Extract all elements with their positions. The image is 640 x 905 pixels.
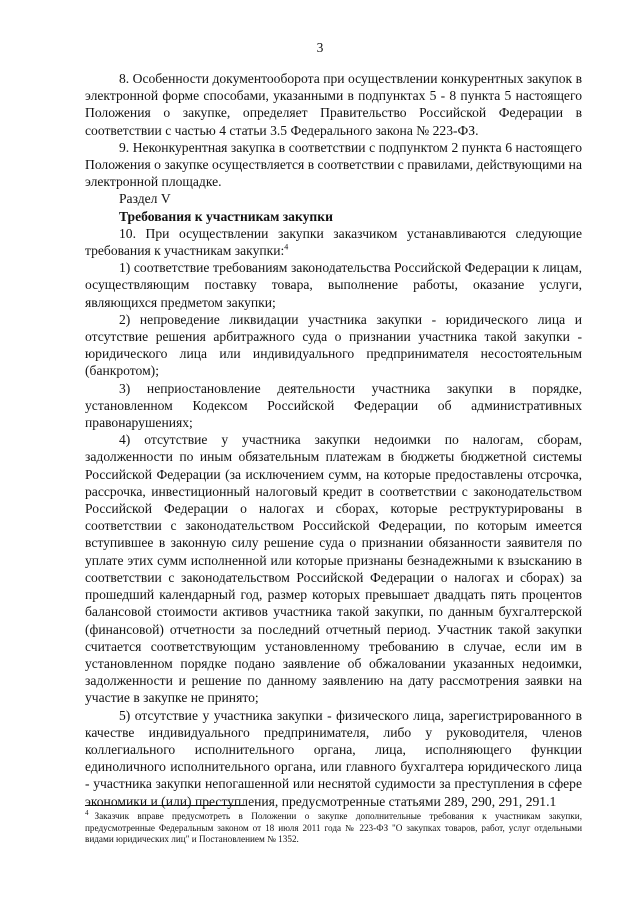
footnote-divider [85,805,245,806]
list-item: 5) отсутствие у участника закупки - физического лица, зарегистрированного в качестве индивидуального предпринимателя, либо у руководителя, членов коллегиального исполнительного органа, лица, исполняющего функции единоличного исполнительного органа, или главного бухгалтера юридического лица - участника закупки непогашенной или неснятой судимости за преступления в сфере экономики и (или) преступления, предусмотренные статьями 289, 290, 291, 291.1 [85,707,582,809]
paragraph-9: 9. Неконкурентная закупка в соответствии с подпунктом 2 пункта 6 настоящего Положения о закупке осуществляется в соответствии с правилами, действующими на электронной площадке. [85,139,582,190]
list-item: 3) неприостановление деятельности участника закупки в порядке, установленном Кодексом Российской Федерации об административных правонарушениях; [85,380,582,431]
footnote-marker: 4 [85,808,89,817]
section-number: Раздел V [119,191,171,207]
footnote [85,808,582,846]
list-item: 4) отсутствие у участника закупки недоимки по налогам, сборам, задолженности по иным обязательным платежам в бюджеты бюджетной системы Российской Федерации (за исключением сумм, на которые предоставлены отсрочка, рассрочка, инвестиционный налоговый кредит в соответствии с законодательством Российской Федерации о налогах и сборах, которые реструктурированы в соответствии с законодательством Российской Федерации, по которым имеется вступившее в законную силу решение суда о признании обязанности заявителя по уплате этих сумм исполненной или которые признаны безнадежными к взысканию в соответствии с законодательством Российской Федерации о налогах и сборах) за прошедший календарный год, размер которых превышает двадцать пять процентов балансовой стоимости активов участника такой закупки, по данным бухгалтерской (финансовой) отчетности за последний отчетный период. Участник такой закупки считается соответствующим установленному требованию в случае, если им в установленном порядке подано заявление об обжаловании указанных недоимки, задолженности и решение по данному заявлению на дату рассмотрения заявки на участие в закупке не принято; [85,432,582,706]
page-number: 3 [316,40,324,55]
body-text [85,70,582,810]
paragraph-8: 8. Особенности документооборота при осуществлении конкурентных закупок в электронной форме способами, указанными в подпунктах 5 - 8 пункта 5 настоящего Положения о закупке, определяет Правительство Российской Федерации в соответствии с частью 4 статьи 3.5 Федерального закона № 223-ФЗ. [85,71,582,138]
paragraph-10 [85,225,582,259]
list-item: 1) соответствие требованиям законодательства Российской Федерации к лицам, осуществляющим поставку товара, выполнение работы, оказание услуги, являющихся предметом закупки; [85,260,582,310]
section-title: Требования к участникам закупки [119,208,333,224]
paragraph-10-text: 10. При осуществлении закупки заказчиком устанавливаются следующие требования к участникам закупки: [85,225,582,259]
footnote-text: Заказчик вправе предусмотреть в Положении о закупке дополнительные требования к участникам закупки, предусмотренные Федеральным законом от 18 июля 2011 года № 223-ФЗ "О закупках товаров, работ, услуг отдельными видами юридических лиц" и Постановлением № 1352. [85,811,582,844]
list-item: 2) непроведение ликвидации участника закупки - юридического лица и отсутствие решения арбитражного суда о признании участника такой закупки - юридического лица или индивидуального предпринимателя несостоятельным (банкротом); [85,311,582,379]
footnote-reference: 4 [284,242,289,252]
